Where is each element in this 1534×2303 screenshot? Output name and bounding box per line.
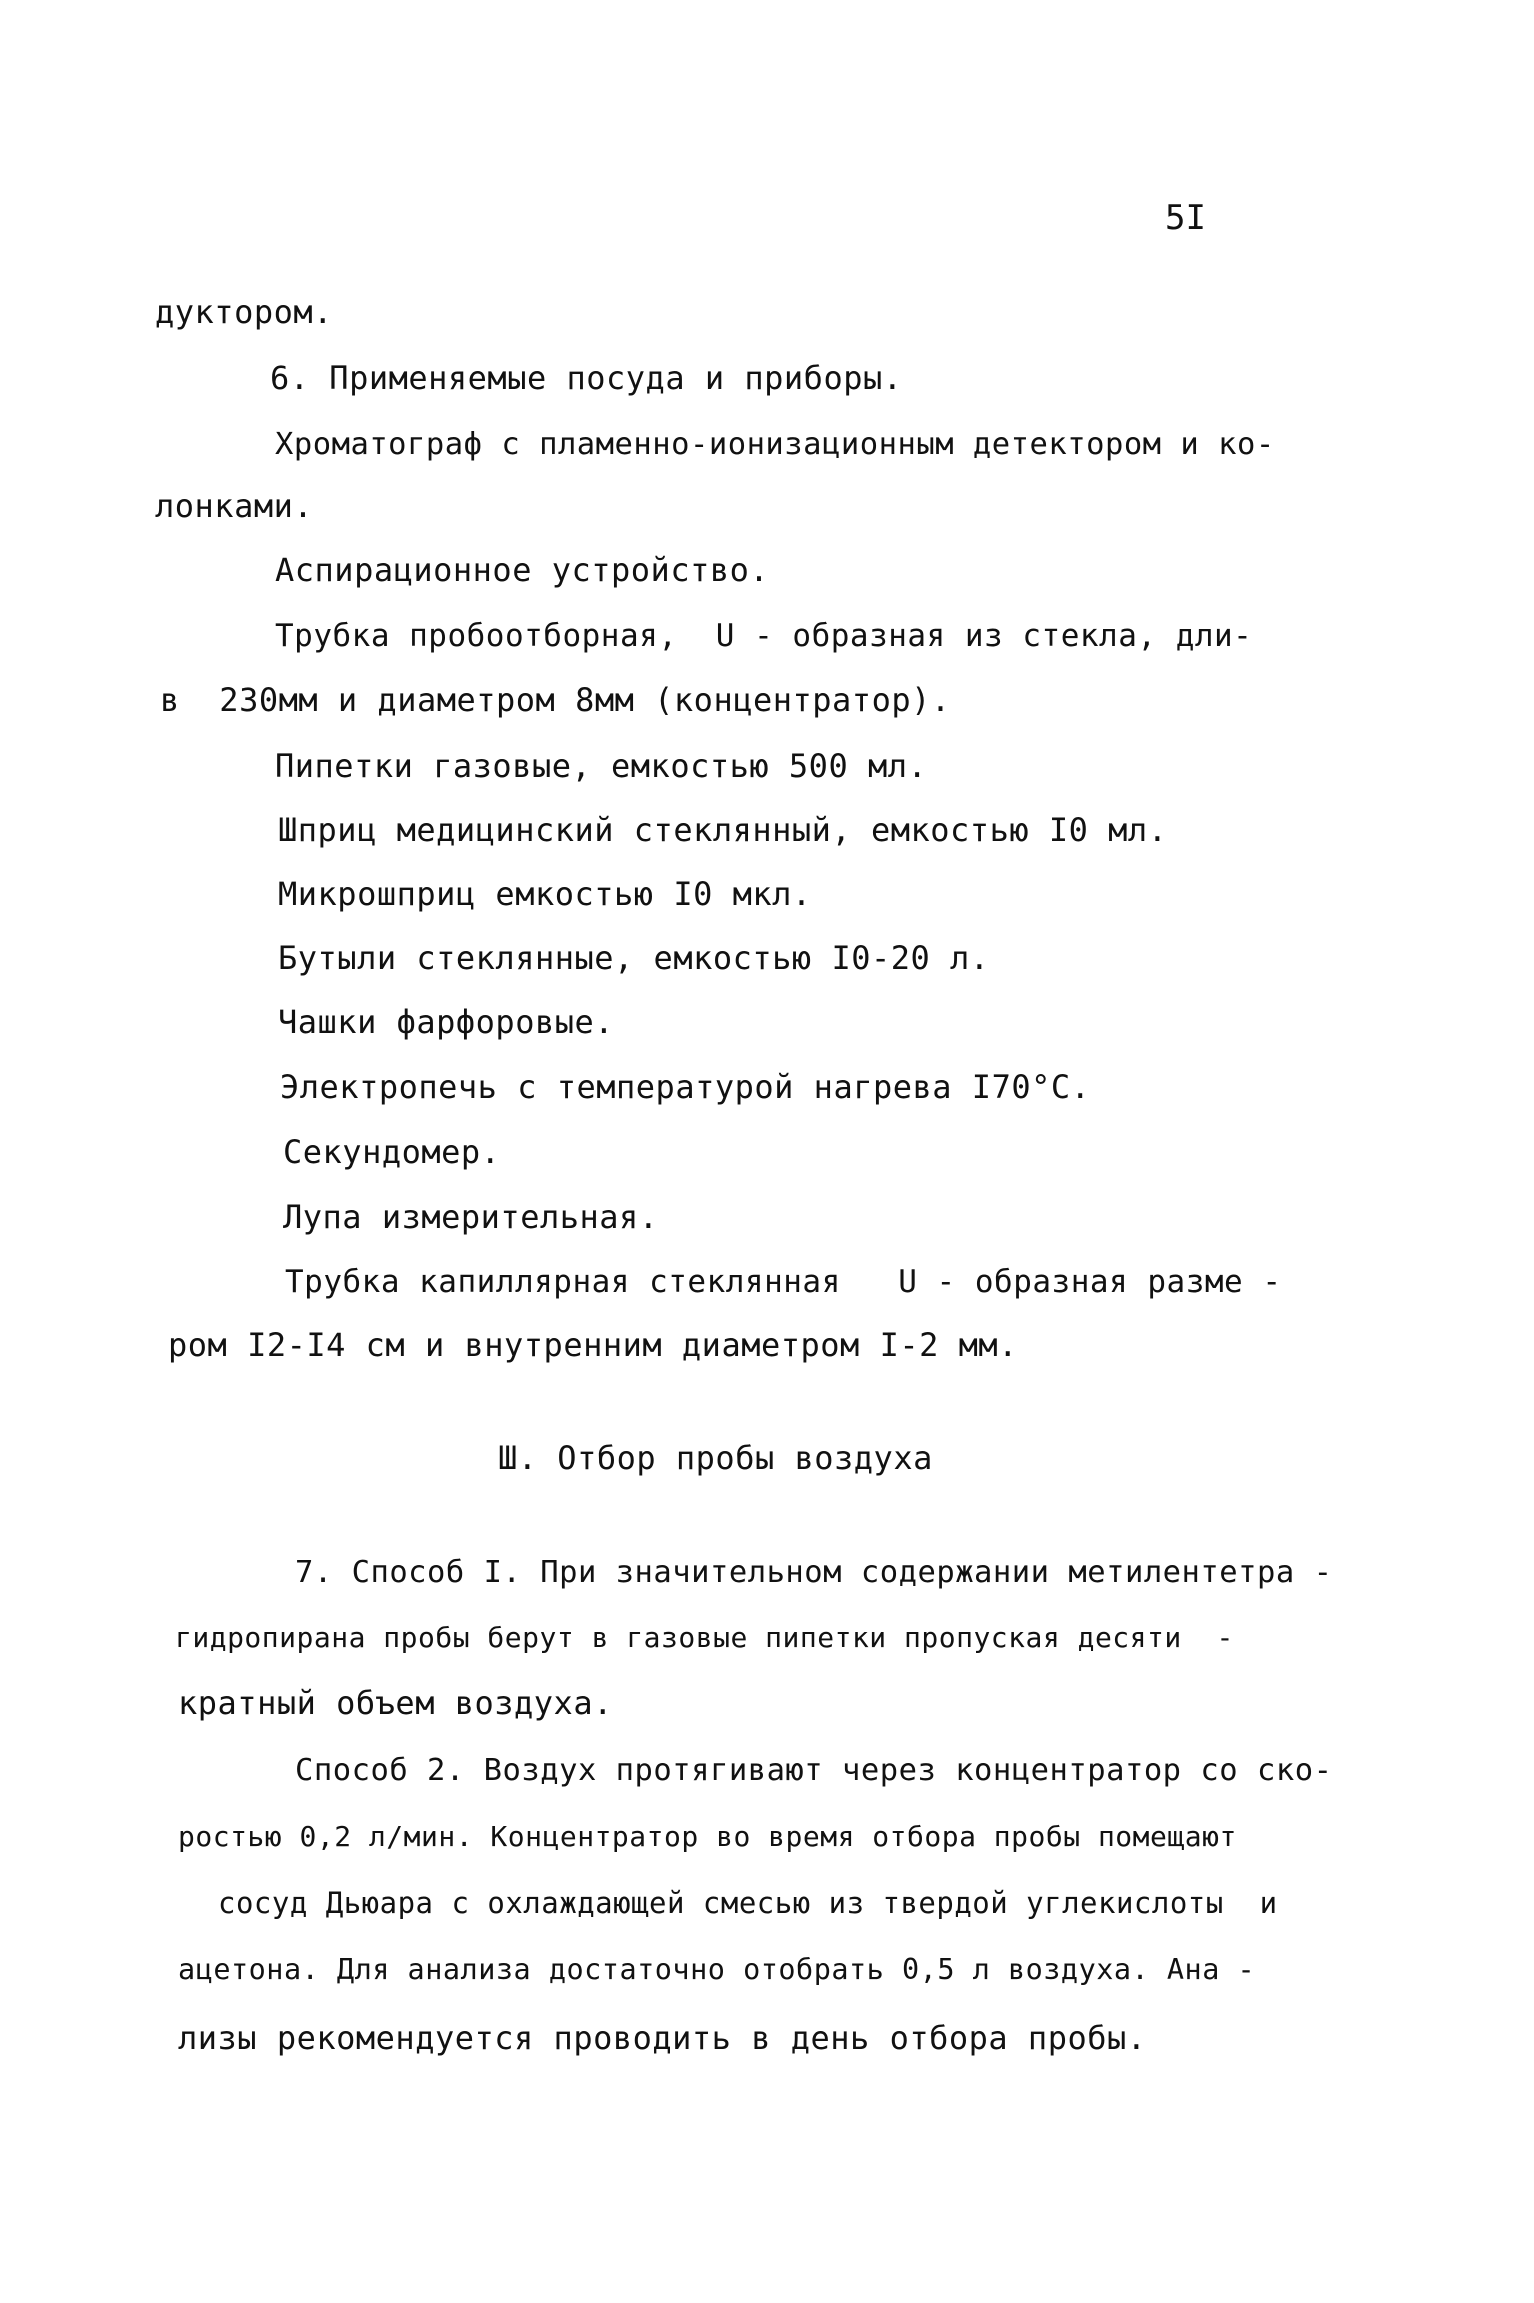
text-line: 7. Способ I. При значительном содержании метилентетра - <box>295 1555 1333 1590</box>
text-line: Хроматограф с пламенно-ионизационным детектором и ко- <box>275 427 1275 462</box>
text-line: лонками. <box>155 487 314 525</box>
text-line: сосуд Дьюара с охлаждающей смесью из твердой углекислоты и <box>218 1886 1278 1920</box>
text-line: Бутыли стеклянные, емкостью I0-20 л. <box>278 939 990 977</box>
text-line: Пипетки газовые, емкостью 500 мл. <box>275 747 928 785</box>
text-line: Способ 2. Воздух протягивают через концентратор со ско- <box>295 1753 1333 1788</box>
text-line: Аспирационное устройство. <box>275 551 770 589</box>
text-line: Трубка капиллярная стеклянная U - образная разме - <box>285 1264 1282 1300</box>
text-line: лизы рекомендуется проводить в день отбора пробы. <box>178 2019 1147 2057</box>
text-line: ростью 0,2 л/мин. Концентратор во время отбора пробы помещают <box>178 1820 1237 1853</box>
text-line: Лупа измерительная. <box>283 1198 659 1236</box>
text-line: ацетона. Для анализа достаточно отобрать 0,5 л воздуха. Ана - <box>178 1953 1256 1986</box>
text-line: Микрошприц емкостью I0 мкл. <box>278 875 812 913</box>
text-line: гидропирана пробы берут в газовые пипетки пропуская десяти - <box>175 1621 1234 1654</box>
page-number: 5I <box>1165 198 1206 238</box>
text-line: кратный объем воздуха. <box>178 1684 613 1722</box>
text-line: в 230мм и диаметром 8мм (концентратор). <box>160 681 951 719</box>
section-heading-6: 6. Применяемые посуда и приборы. <box>270 359 903 397</box>
text-line: ром I2-I4 см и внутренним диаметром I-2 мм. <box>168 1326 1018 1364</box>
text-line: Трубка пробоотборная, U - образная из стекла, дли- <box>275 618 1253 654</box>
section-heading-3: Ш. Отбор пробы воздуха <box>498 1439 933 1477</box>
text-line: Электропечь с температурой нагрева I70°С. <box>280 1068 1091 1106</box>
text-line: Шприц медицинский стеклянный, емкостью I0 мл. <box>278 811 1168 849</box>
text-line: дуктором. <box>155 293 333 331</box>
text-line: Секундомер. <box>283 1133 501 1171</box>
text-line: Чашки фарфоровые. <box>278 1003 615 1041</box>
